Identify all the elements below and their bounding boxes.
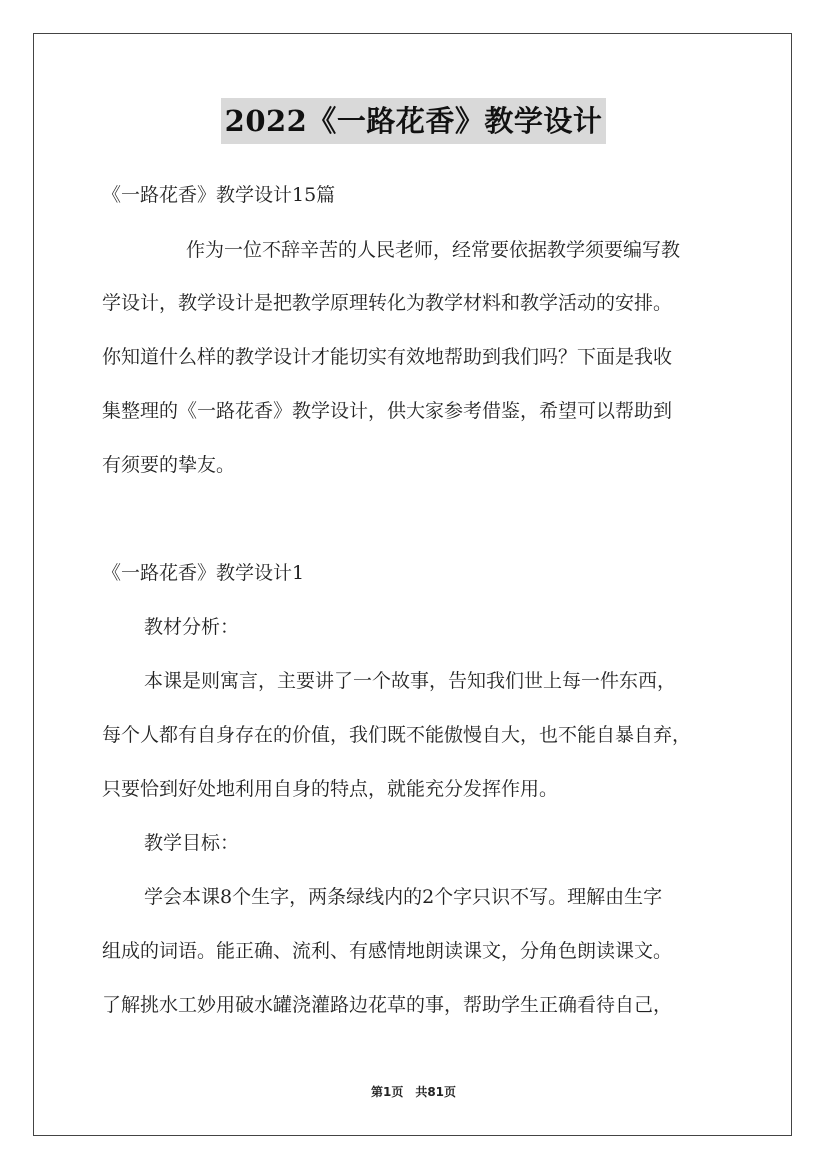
section-heading: 《一路花香》教学设计1: [102, 562, 305, 584]
intro-line: 你知道什么样的教学设计才能切实有效地帮助到我们吗？下面是我收: [102, 346, 673, 368]
material-line: 只要恰到好处地利用自身的特点，就能充分发挥作用。: [102, 778, 559, 800]
goals-heading: 教学目标：: [144, 832, 240, 854]
intro-line: 作为一位不辞辛苦的人民老师，经常要依据教学须要编写教: [186, 239, 681, 261]
document-title: 2022《一路花香》教学设计: [221, 98, 607, 144]
material-line: 每个人都有自身存在的价值，我们既不能傲慢自大，也不能自暴自弃，: [102, 724, 692, 746]
material-heading: 教材分析：: [144, 616, 240, 638]
goals-line: 组成的词语。能正确、流利、有感情地朗读课文，分角色朗读课文。: [102, 940, 673, 962]
material-line: 本课是则寓言，主要讲了一个故事，告知我们世上每一件东西，: [144, 670, 677, 692]
document-title-wrap: [0, 98, 827, 144]
intro-line: 集整理的《一路花香》教学设计，供大家参考借鉴，希望可以帮助到: [102, 400, 673, 422]
goals-line: 了解挑水工妙用破水罐浇灌路边花草的事，帮助学生正确看待自己，: [102, 994, 673, 1016]
intro-line: 学设计，教学设计是把教学原理转化为教学材料和教学活动的安排。: [102, 292, 673, 314]
intro-line: 有须要的挚友。: [102, 454, 236, 476]
goals-line: 学会本课8个生字，两条绿线内的2个字只识不写。理解由生字: [144, 886, 663, 908]
document-subtitle: 《一路花香》教学设计15篇: [102, 184, 336, 206]
page-footer: 第1页 共81页: [370, 1085, 457, 1099]
